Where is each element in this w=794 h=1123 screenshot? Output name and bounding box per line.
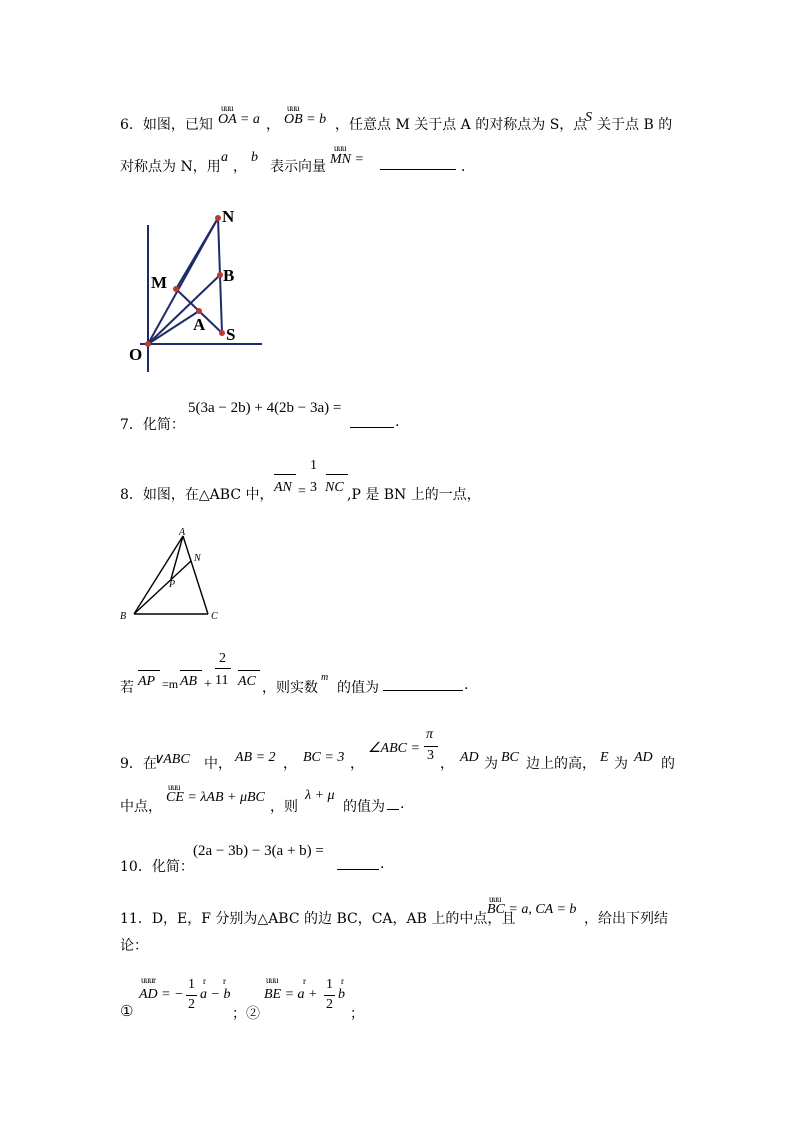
q8-figure xyxy=(116,524,226,624)
q8-ac: AC xyxy=(238,674,256,689)
q8-plus: + xyxy=(204,677,212,692)
label-p: P xyxy=(169,579,176,590)
label-b: B xyxy=(120,611,127,622)
q6-line2a: 对称点为 N，用 xyxy=(120,159,221,175)
vector-arrow-mark: uuu xyxy=(489,894,501,904)
vector-arrow-mark: uuu xyxy=(334,143,346,153)
q6-figure xyxy=(120,200,270,380)
conclusion-1-mark: ① xyxy=(120,1002,134,1020)
vector-arrow xyxy=(326,474,348,475)
conclusion-2-lhs: BE = a + xyxy=(264,987,318,1002)
q9-bc-side: BC xyxy=(501,750,519,765)
q11-rest: ，给出下列结 xyxy=(584,911,668,927)
answer-blank[interactable] xyxy=(387,800,399,810)
label-b: B xyxy=(223,266,235,285)
answer-blank[interactable] xyxy=(380,160,456,170)
q7-expression: 5(3a − 2b) + 4(2b − 3a) = xyxy=(188,400,342,416)
q8-end: . xyxy=(464,677,469,693)
q7-end: . xyxy=(395,414,400,430)
q9-bc: BC = 3 xyxy=(303,750,345,765)
conclusion-1-lhs: AD = − xyxy=(139,987,184,1002)
q11-label: 11．D，E，F 分别为△ABC 的边 BC，CA，AB 上的中点，且 xyxy=(120,911,516,927)
q9-line2a: 中点， xyxy=(120,799,162,815)
q6-end: ． xyxy=(461,159,475,175)
conclusion-1-frac-num: 1 xyxy=(188,977,195,992)
conclusion-separator: ；② xyxy=(232,1006,260,1022)
vector-arrow-mark: r xyxy=(341,976,344,986)
vector-arrow-mark: uuu xyxy=(287,103,299,113)
q6-rest1: ，任意点 M 关于点 A 的对称点为 S，点 xyxy=(335,117,588,133)
label-a: A xyxy=(179,527,186,538)
conclusion-1-frac-den: 2 xyxy=(188,997,195,1012)
q9-line2b: ，则 xyxy=(270,799,298,815)
fraction-bar xyxy=(424,746,438,747)
q8-ab: AB xyxy=(180,674,198,689)
q8-nc: NC xyxy=(325,480,344,495)
q6-prefix: 6．如图，已知 xyxy=(120,117,213,133)
q6-mn: MN = xyxy=(330,152,364,167)
q11-bc-ca: BC = a, CA = b xyxy=(487,902,577,917)
q8-line2-end: 的值为 xyxy=(337,680,379,696)
q9-lambda-mu: λ + μ xyxy=(305,788,335,803)
q10-expression: (2a − 3b) − 3(a + b) = xyxy=(193,843,324,859)
q9-comma1: ， xyxy=(283,756,297,772)
q8-frac2-den: 11 xyxy=(215,673,229,688)
q9-ad: AD xyxy=(460,750,479,765)
q6-s: S xyxy=(585,110,592,125)
vector-arrow-mark: uuu xyxy=(221,103,233,113)
q6-ob-expr: OB = b xyxy=(284,112,327,127)
q9-wei: 为 xyxy=(484,756,498,772)
q8-ap: AP xyxy=(138,674,156,689)
label-c: C xyxy=(211,611,218,622)
q9-wei2: 为 xyxy=(614,756,628,772)
label-n: N xyxy=(222,207,235,226)
q8-frac-num: 1 xyxy=(310,458,317,473)
vector-arrow xyxy=(180,670,202,671)
segment-ap xyxy=(171,536,183,579)
q9-line2c: 的值为 xyxy=(343,799,385,815)
q9-comma3: ， xyxy=(440,756,454,772)
q10-label: 10．化简： xyxy=(120,859,194,875)
q6-comma2: ， xyxy=(233,159,247,175)
point-s xyxy=(219,330,225,336)
q9-triangle: ∨ABC xyxy=(153,752,190,767)
q9-de: 的 xyxy=(661,756,675,772)
label-n: N xyxy=(194,553,201,564)
conclusion-1-rhs: a − b xyxy=(200,987,231,1002)
q9-pi: π xyxy=(426,727,434,742)
q6-comma: ， xyxy=(266,117,280,133)
q8-line2-rest: ，则实数 xyxy=(262,680,318,696)
q8-line2-prefix: 若 xyxy=(120,680,134,696)
q8-eqm: =m xyxy=(162,677,179,691)
q8-eq: = xyxy=(298,484,306,499)
answer-blank[interactable] xyxy=(337,860,379,870)
q9-e: E xyxy=(600,750,609,765)
q6-a: a xyxy=(221,150,228,165)
q9-zhong: 中， xyxy=(204,756,232,772)
segment-nm xyxy=(176,218,218,289)
q9-ad2: AD xyxy=(634,750,653,765)
answer-blank[interactable] xyxy=(383,681,463,691)
side-ac xyxy=(183,536,208,614)
conclusion-end: ； xyxy=(350,1006,364,1022)
q9-label: 9．在 xyxy=(120,756,157,772)
label-s: S xyxy=(226,325,236,344)
fraction-bar xyxy=(215,668,231,669)
vector-arrow-mark: r xyxy=(303,976,306,986)
answer-blank[interactable] xyxy=(350,418,394,428)
vector-arrow-mark: uuu xyxy=(168,782,180,792)
vector-arrow-mark: r xyxy=(223,976,226,986)
fraction-bar xyxy=(186,995,197,996)
q6-oa-expr: OA = a xyxy=(218,112,260,127)
q8-frac2-num: 2 xyxy=(219,651,226,666)
vector-arrow xyxy=(238,670,260,671)
fraction-bar xyxy=(324,995,335,996)
label-m: M xyxy=(151,273,168,292)
q9-ab: AB = 2 xyxy=(235,750,276,765)
conclusion-2-frac-den: 2 xyxy=(326,997,333,1012)
vector-arrow xyxy=(274,474,296,475)
q6-rest2: 关于点 B 的 xyxy=(597,117,673,133)
q9-three: 3 xyxy=(427,748,434,763)
q8-m: m xyxy=(321,672,329,683)
point-a xyxy=(196,308,202,314)
q9-end: . xyxy=(400,796,405,812)
q6-b: b xyxy=(251,150,258,165)
point-n xyxy=(215,215,221,221)
vector-arrow-mark: r xyxy=(203,976,206,986)
vector-arrow-mark: uuu xyxy=(266,975,278,985)
q8-label: 8．如图，在△ABC 中， xyxy=(120,487,274,503)
label-o: O xyxy=(129,345,143,364)
conclusion-2-frac-num: 1 xyxy=(326,977,333,992)
point-m xyxy=(173,286,179,292)
q6-line2b: 表示向量 xyxy=(270,159,326,175)
q10-end: . xyxy=(380,856,385,872)
q7-label: 7．化简： xyxy=(120,417,185,433)
label-a: A xyxy=(193,315,206,334)
conclusion-2-rhs: b xyxy=(338,987,345,1002)
q9-edge: 边上的高， xyxy=(526,756,596,772)
q9-comma2: ， xyxy=(350,756,364,772)
segment-oa xyxy=(148,311,199,344)
q8-an: AN xyxy=(274,480,292,495)
q11-line2: 论： xyxy=(120,938,148,954)
point-o xyxy=(145,341,151,347)
q8-rest: ,P 是 BN 上的一点， xyxy=(347,487,481,503)
vector-arrow xyxy=(138,670,160,671)
q9-angle: ∠ABC = xyxy=(368,741,420,756)
vector-arrow-mark: uuur xyxy=(141,975,156,985)
q9-ce-expr: CE = λAB + μBC xyxy=(166,790,265,805)
q8-frac-den: 3 xyxy=(310,480,317,495)
